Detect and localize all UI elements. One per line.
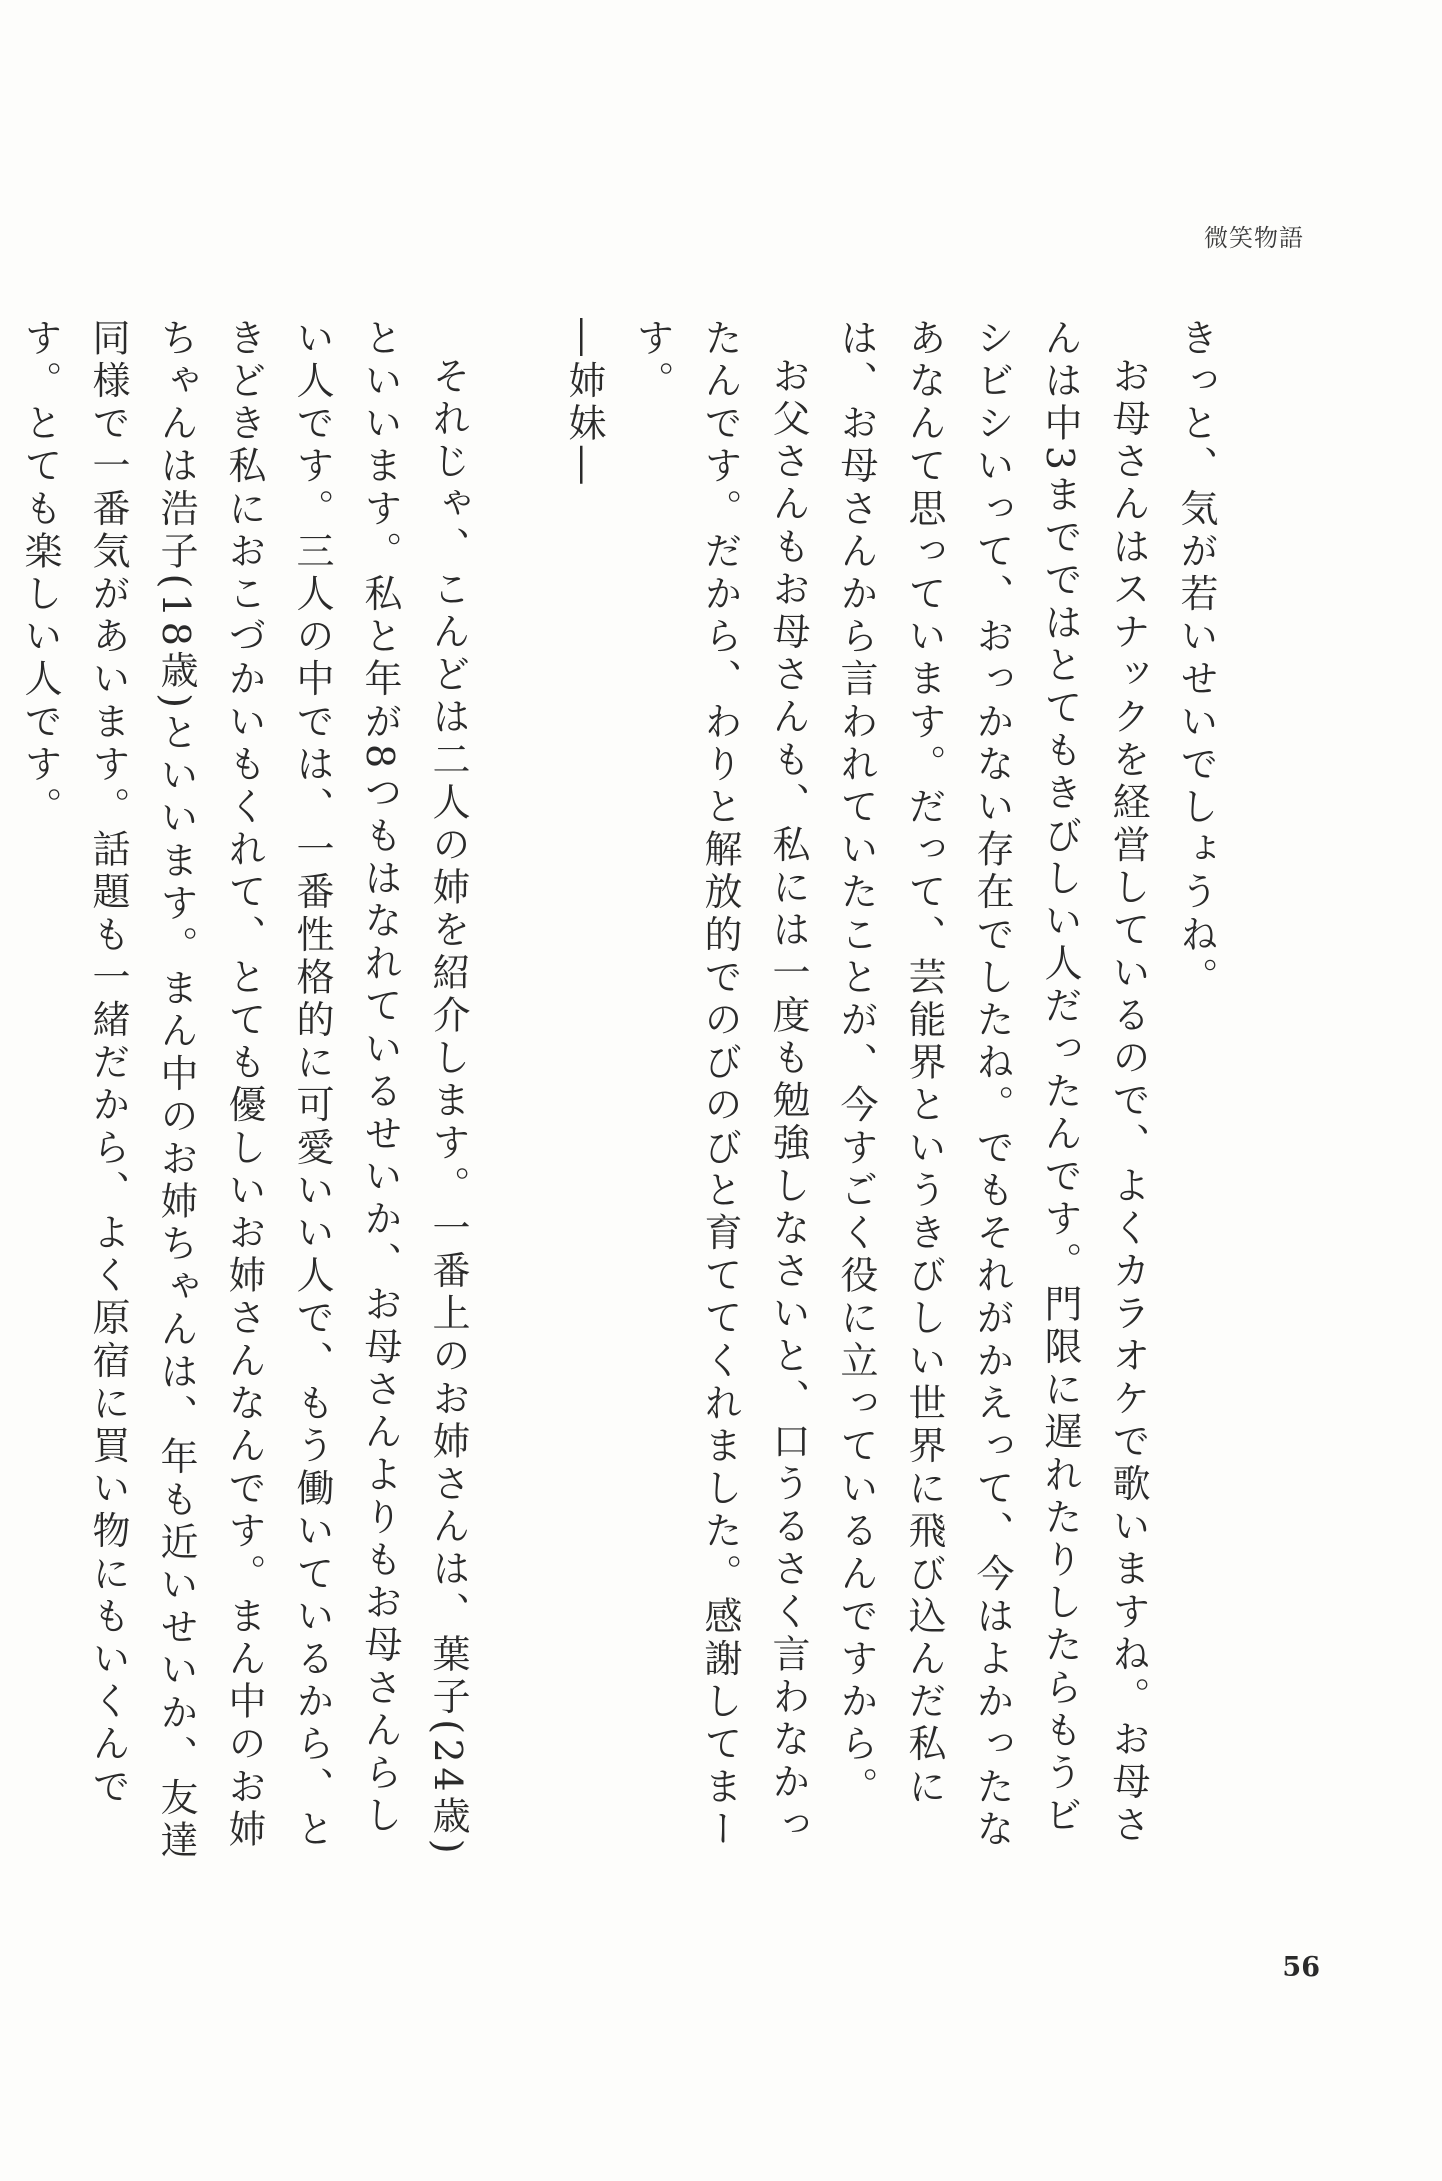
running-title: 微笑物語	[1204, 224, 1304, 252]
section-heading: ―姉妹―	[562, 318, 606, 489]
paragraph: お父さんもお母さんも、私には一度も勉強しなさいと、口うるさく言わなかったんです。だから、わりと解放的でのびのびと育ててくれました。感謝してまーす。	[630, 318, 810, 1852]
paragraph: お母さんはスナックを経営しているので、よくカラオケで歌いますね。お母さんは中3までではとてもきびしい人だったんです。門限に遅れたりしたらもうビシビシいって、おっかない存在でしたね。でもそれがかえって、今はよかったなあなんて思っています。だって、芸能界というきびしい世界に飛び込んだ私には、お母さんから言われていたことが、今すごく役に立っているんですから。	[834, 318, 1150, 1852]
paragraph: きっと、気が若いせいでしょうね。	[1174, 318, 1218, 1000]
vertical-body-text	[18, 318, 1230, 1868]
paragraph: それじゃ、こんどは二人の姉を紹介します。一番上のお姉さんは、葉子(24歳)といいます。私と年が8つもはなれているせいか、お母さんよりもお母さんらしい人です。三人の中では、一番性格的に可愛いい人で、もう働いているから、ときどき私におこづかいもくれて、とても優しいお姉さんなんです。まん中のお姉ちゃんは浩子(18歳)といいます。まん中のお姉ちゃんは、年も近いせいか、友達同様で一番気があいます。話題も一緒だから、よく原宿に買い物にもいくんです。とても楽しい人です。	[18, 318, 470, 1863]
page-number: 56	[1282, 1952, 1320, 1983]
